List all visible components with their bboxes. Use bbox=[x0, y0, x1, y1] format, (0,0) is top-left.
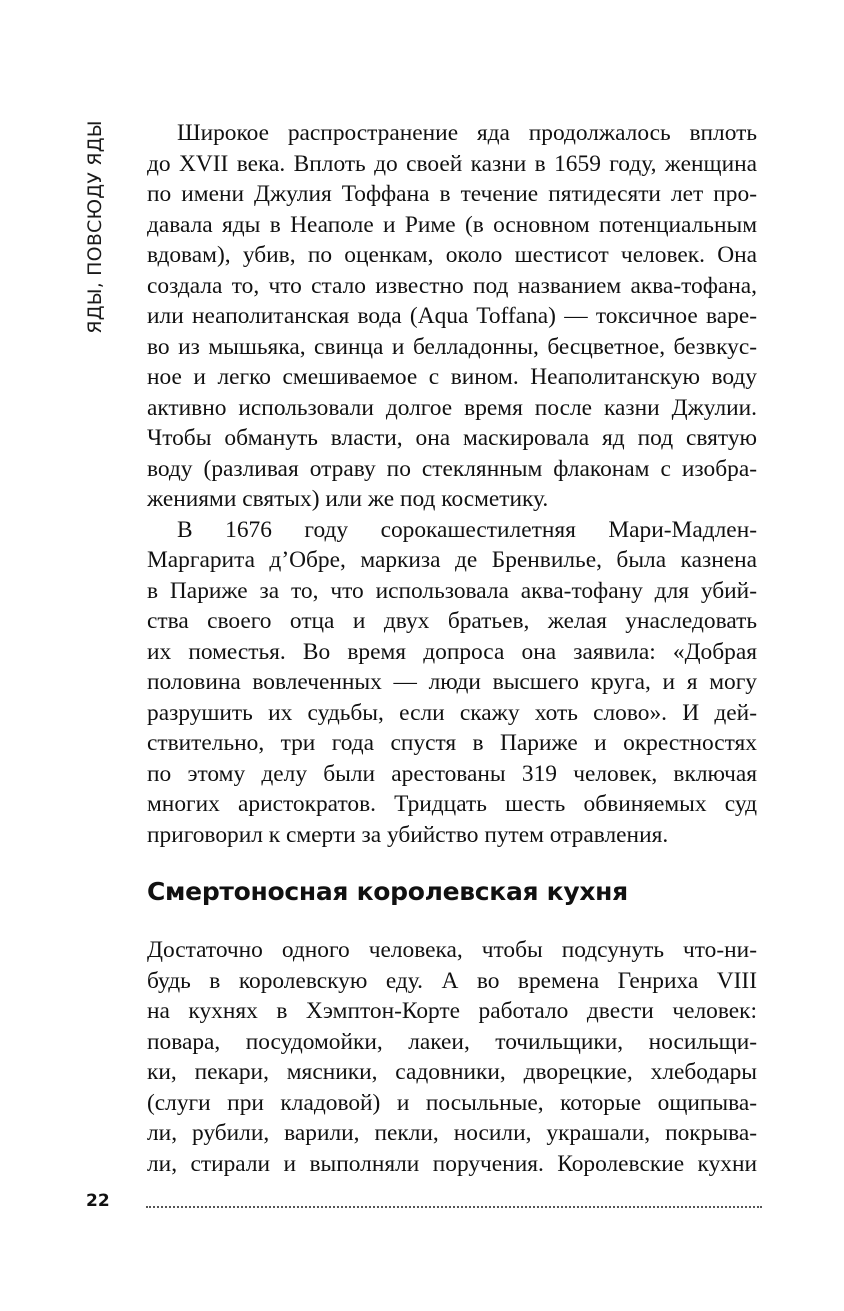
text-line: вдовам), убив, по оценкам, около шестисот человек. Она bbox=[147, 242, 757, 268]
text-line: многих аристократов. Тридцать шесть обвиняемых суд bbox=[147, 791, 757, 817]
text-line: будь в королевскую еду. А во времена Генриха VIII bbox=[147, 967, 757, 994]
body-text bbox=[147, 118, 757, 850]
text-line: жениями святых) или же под косметику. bbox=[147, 486, 549, 512]
text-line: по имени Джулия Тоффана в течение пятидесяти лет про- bbox=[147, 181, 757, 207]
text-line: на кухнях в Хэмптон-Корте работало двести человек: bbox=[147, 998, 757, 1024]
text-line: до XVII века. Вплоть до своей казни в 1659 году, женщина bbox=[147, 150, 757, 177]
text-line: Маргарита д’Обре, маркиза де Бренвилье, была казнена bbox=[147, 547, 757, 573]
paragraph-1 bbox=[147, 118, 757, 515]
text-line: приговорил к смерти за убийство путем отравления. bbox=[147, 821, 669, 848]
text-line: во из мышьяка, свинца и белладонны, бесцветное, безвкус- bbox=[147, 333, 757, 360]
paragraph-3 bbox=[147, 935, 757, 1179]
paragraph-2 bbox=[147, 515, 757, 851]
text-line: воду (разливая отраву по стеклянным флаконам с изобра- bbox=[147, 455, 757, 482]
text-line: (слуги при кладовой) и посыльные, которые ощипыва- bbox=[147, 1089, 757, 1116]
text-line: ствительно, три года спустя в Париже и окрестностях bbox=[147, 730, 757, 756]
text-line: половина вовлеченных — люди высшего круга, и я могу bbox=[147, 669, 757, 695]
text-line: их поместья. Во время допроса она заявила: «Добрая bbox=[147, 638, 757, 665]
text-line: повара, посудомойки, лакеи, точильщики, носильщи- bbox=[147, 1028, 757, 1055]
running-head-text: ЯДЫ, ПОВСЮДУ ЯДЫ bbox=[84, 120, 106, 334]
dotted-footer-rule bbox=[146, 1206, 762, 1208]
text-line: В 1676 году сорокашестилетняя Мари-Мадлен- bbox=[177, 516, 757, 543]
text-line: создала то, что стало известно под названием аква-тофана, bbox=[147, 272, 757, 299]
text-line: ли, стирали и выполняли поручения. Королевские кухни bbox=[147, 1150, 757, 1177]
text-line: по этому делу были арестованы 319 человек, включая bbox=[147, 760, 757, 787]
text-line: или неаполитанская вода (Aqua Toffana) — токсичное варе- bbox=[147, 303, 757, 329]
section-heading: Смертоносная королевская кухня bbox=[147, 877, 628, 906]
text-line: давала яды в Неаполе и Риме (в основном потенциальным bbox=[147, 211, 757, 238]
text-line: ства своего отца и двух братьев, желая унаследовать bbox=[147, 608, 757, 634]
text-line: активно использовали долгое время после казни Джулии. bbox=[147, 394, 757, 421]
text-line: в Париже за то, что использовала аква-тофану для убий- bbox=[147, 577, 757, 604]
text-line: Чтобы обмануть власти, она маскировала яд под святую bbox=[147, 425, 757, 451]
text-line: разрушить их судьбы, если скажу хоть слово». И дей- bbox=[147, 699, 757, 726]
text-line: ли, рубили, варили, пекли, носили, украшали, покрыва- bbox=[147, 1120, 757, 1146]
text-line: Широкое распространение яда продолжалось вплоть bbox=[177, 120, 757, 146]
text-line: ки, пекари, мясники, садовники, дворецкие, хлебодары bbox=[147, 1059, 757, 1085]
text-line: ное и легко смешиваемое с вином. Неаполитанскую воду bbox=[147, 364, 757, 390]
page-number: 22 bbox=[86, 1191, 110, 1211]
text-line: Достаточно одного человека, чтобы подсунуть что-ни- bbox=[147, 937, 757, 963]
running-head bbox=[83, 122, 107, 332]
